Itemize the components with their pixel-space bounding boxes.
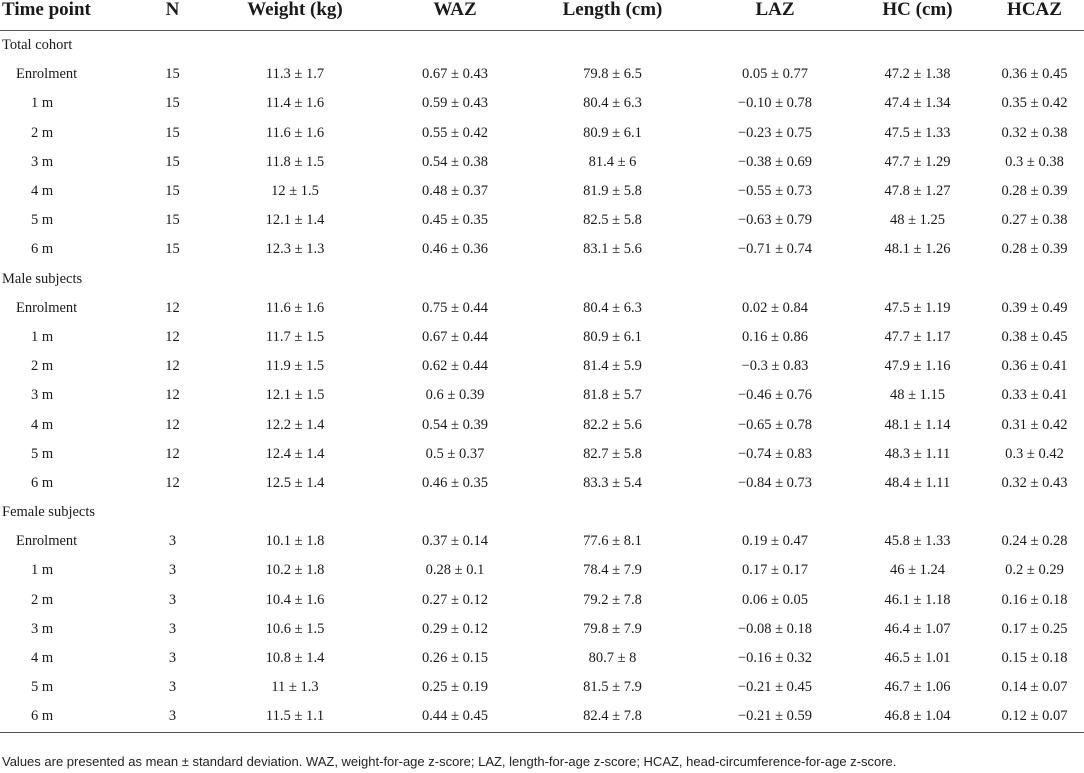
value-cell: 0.27 ± 0.12	[422, 591, 488, 608]
value-cell: 15	[165, 241, 180, 258]
value-cell: 0.29 ± 0.12	[422, 620, 488, 637]
value-cell: 12.4 ± 1.4	[265, 445, 325, 462]
value-cell: 0.17 ± 0.25	[1001, 620, 1068, 637]
value-cell: 0.28 ± 0.39	[1001, 241, 1068, 258]
value-cell: 0.46 ± 0.36	[422, 241, 488, 258]
table-row	[0, 556, 1084, 585]
value-cell: 81.8 ± 5.7	[583, 387, 642, 404]
value-cell: 0.26 ± 0.15	[422, 650, 488, 667]
value-cell: 0.14 ± 0.07	[1001, 679, 1068, 696]
value-cell: 46 ± 1.24	[889, 562, 946, 579]
table-row	[0, 381, 1084, 410]
value-cell: 3	[168, 679, 177, 696]
value-cell: 0.27 ± 0.38	[1001, 212, 1068, 229]
value-cell: 80.9 ± 6.1	[583, 124, 642, 141]
value-cell: 0.35 ± 0.42	[1001, 95, 1068, 112]
table-row	[0, 294, 1084, 323]
header-row	[0, 0, 1084, 31]
table-row	[0, 440, 1084, 469]
value-cell: 48.1 ± 1.26	[884, 241, 951, 258]
value-cell: 0.16 ± 0.18	[1001, 591, 1068, 608]
value-cell: 77.6 ± 8.1	[583, 533, 642, 550]
value-cell: 0.31 ± 0.42	[1001, 416, 1068, 433]
value-cell: 0.25 ± 0.19	[422, 679, 488, 696]
header-waz: WAZ	[385, 0, 525, 31]
value-cell: 82.5 ± 5.8	[583, 212, 642, 229]
table-row	[0, 60, 1084, 89]
group-title: Total cohort	[2, 37, 73, 54]
header-time-point: Time point	[0, 0, 140, 31]
value-cell: 0.05 ± 0.77	[742, 66, 808, 83]
table-row	[0, 673, 1084, 702]
value-cell: 0.36 ± 0.45	[1001, 66, 1068, 83]
time-point-cell: 3 m	[31, 387, 54, 404]
time-point-cell: 6 m	[0, 702, 140, 732]
value-cell: 3	[168, 533, 177, 550]
value-cell: 15	[165, 124, 180, 141]
value-cell: 15	[165, 183, 180, 200]
value-cell: 48.1 ± 1.14	[884, 416, 951, 433]
value-cell: 10.8 ± 1.4	[265, 650, 325, 667]
value-cell: 79.8 ± 6.5	[583, 66, 642, 83]
value-cell: 0.54 ± 0.38	[422, 153, 488, 170]
value-cell: −0.55 ± 0.73	[737, 183, 813, 200]
value-cell: 12.2 ± 1.4	[265, 416, 325, 433]
value-cell: −0.21 ± 0.45	[737, 679, 813, 696]
value-cell: 3	[168, 620, 177, 637]
value-cell: 12	[165, 328, 180, 345]
value-cell: 11.8 ± 1.5	[265, 153, 325, 170]
value-cell: −0.38 ± 0.69	[737, 153, 813, 170]
table-body	[0, 31, 1084, 733]
value-cell: 0.39 ± 0.49	[1001, 299, 1068, 316]
table-row	[0, 89, 1084, 118]
value-cell: 81.4 ± 6	[588, 153, 637, 170]
value-cell: 11.9 ± 1.5	[265, 358, 325, 375]
value-cell: 0.55 ± 0.42	[422, 124, 488, 141]
value-cell: −0.84 ± 0.73	[737, 474, 813, 491]
time-point-cell: 2 m	[31, 358, 54, 375]
value-cell: 0.24 ± 0.28	[1001, 533, 1068, 550]
time-point-cell: 1 m	[31, 95, 54, 112]
value-cell: 48 ± 1.25	[889, 212, 946, 229]
table-row	[0, 206, 1084, 235]
time-point-cell: 3 m	[31, 620, 54, 637]
header-length: Length (cm)	[525, 0, 700, 31]
value-cell: 45.8 ± 1.33	[884, 533, 951, 550]
value-cell: 0.32 ± 0.38	[1001, 124, 1068, 141]
group-title: Male subjects	[2, 270, 83, 287]
value-cell: 0.36 ± 0.41	[1001, 358, 1068, 375]
value-cell: 0.54 ± 0.39	[422, 416, 488, 433]
value-cell: 47.9 ± 1.16	[884, 358, 951, 375]
header-laz: LAZ	[700, 0, 850, 31]
value-cell: 0.12 ± 0.07	[985, 702, 1084, 732]
table-row	[0, 352, 1084, 381]
value-cell: 12	[165, 474, 180, 491]
value-cell: −0.63 ± 0.79	[737, 212, 813, 229]
value-cell: 0.3 ± 0.42	[1005, 445, 1064, 462]
value-cell: 83.1 ± 5.6	[583, 241, 642, 258]
value-cell: −0.16 ± 0.32	[737, 650, 813, 667]
value-cell: 11.4 ± 1.6	[265, 95, 325, 112]
table-footnote: Values are presented as mean ± standard deviation. WAZ, weight-for-age z-score; LAZ, length-for-age z-score; HCAZ, head-circumference-for-age z-score.	[2, 754, 897, 769]
value-cell: 12	[165, 416, 180, 433]
value-cell: 0.37 ± 0.14	[422, 533, 488, 550]
value-cell: 10.1 ± 1.8	[265, 533, 325, 550]
time-point-cell: Enrolment	[16, 66, 78, 83]
time-point-cell: 2 m	[31, 124, 54, 141]
value-cell: 46.1 ± 1.18	[884, 591, 951, 608]
time-point-cell: 1 m	[31, 328, 54, 345]
value-cell: 83.3 ± 5.4	[583, 474, 642, 491]
time-point-cell: 4 m	[31, 183, 54, 200]
value-cell: 46.4 ± 1.07	[884, 620, 951, 637]
value-cell: 12.3 ± 1.3	[265, 241, 325, 258]
time-point-cell: 2 m	[31, 591, 54, 608]
value-cell: 12 ± 1.5	[271, 183, 319, 200]
table-row	[0, 469, 1084, 498]
value-cell: 81.5 ± 7.9	[583, 679, 642, 696]
value-cell: 11 ± 1.3	[271, 679, 319, 696]
table-row	[0, 410, 1084, 439]
value-cell: 0.67 ± 0.43	[422, 66, 488, 83]
time-point-cell: 5 m	[31, 212, 54, 229]
value-cell: 80.4 ± 6.3	[583, 299, 642, 316]
value-cell: 3	[168, 650, 177, 667]
table-row	[0, 586, 1084, 615]
value-cell: 0.06 ± 0.05	[742, 591, 808, 608]
value-cell: 12	[165, 445, 180, 462]
value-cell: 10.6 ± 1.5	[265, 620, 325, 637]
value-cell: 0.59 ± 0.43	[422, 95, 488, 112]
table-row	[0, 615, 1084, 644]
value-cell: 80.4 ± 6.3	[583, 95, 642, 112]
value-cell: 0.75 ± 0.44	[422, 299, 488, 316]
value-cell: 0.32 ± 0.43	[1001, 474, 1068, 491]
value-cell: 48.4 ± 1.11	[884, 474, 951, 491]
value-cell: 47.8 ± 1.27	[884, 183, 951, 200]
value-cell: 0.16 ± 0.86	[742, 328, 808, 345]
time-point-cell: 1 m	[31, 562, 54, 579]
value-cell: 3	[140, 702, 205, 732]
table-row	[0, 119, 1084, 148]
value-cell: 3	[168, 562, 177, 579]
value-cell: 0.45 ± 0.35	[422, 212, 488, 229]
value-cell: 47.7 ± 1.29	[884, 153, 951, 170]
group-title: Female subjects	[2, 504, 96, 521]
value-cell: 12.1 ± 1.5	[265, 387, 325, 404]
value-cell: 81.4 ± 5.9	[583, 358, 642, 375]
value-cell: 80.7 ± 8	[588, 650, 637, 667]
value-cell: 0.28 ± 0.1	[425, 562, 485, 579]
time-point-cell: 5 m	[31, 679, 54, 696]
value-cell: 12	[165, 387, 180, 404]
value-cell: 0.5 ± 0.37	[425, 445, 485, 462]
time-point-cell: 6 m	[31, 241, 54, 258]
value-cell: 15	[165, 212, 180, 229]
value-cell: 0.38 ± 0.45	[1001, 328, 1068, 345]
time-point-cell: Enrolment	[16, 533, 78, 550]
value-cell: 46.8 ± 1.04	[850, 702, 985, 732]
value-cell: 0.33 ± 0.41	[1001, 387, 1068, 404]
value-cell: −0.71 ± 0.74	[737, 241, 813, 258]
table-row	[0, 235, 1084, 264]
value-cell: 79.8 ± 7.9	[583, 620, 642, 637]
time-point-cell: Enrolment	[16, 299, 78, 316]
value-cell: 3	[168, 591, 177, 608]
value-cell: 0.6 ± 0.39	[425, 387, 485, 404]
table-row	[0, 527, 1084, 556]
value-cell: 80.9 ± 6.1	[583, 328, 642, 345]
value-cell: 0.67 ± 0.44	[422, 328, 488, 345]
value-cell: −0.08 ± 0.18	[737, 620, 813, 637]
value-cell: 15	[165, 66, 180, 83]
value-cell: 11.5 ± 1.1	[205, 702, 385, 732]
value-cell: 47.4 ± 1.34	[884, 95, 951, 112]
value-cell: −0.46 ± 0.76	[737, 387, 813, 404]
value-cell: 48.3 ± 1.11	[884, 445, 951, 462]
value-cell: 11.7 ± 1.5	[265, 328, 325, 345]
header-hc: HC (cm)	[850, 0, 985, 31]
time-point-cell: 5 m	[31, 445, 54, 462]
value-cell: 10.2 ± 1.8	[265, 562, 325, 579]
group-row	[0, 498, 1084, 527]
value-cell: −0.74 ± 0.83	[737, 445, 813, 462]
value-cell: 0.44 ± 0.45	[385, 702, 525, 732]
value-cell: 12.1 ± 1.4	[265, 212, 325, 229]
value-cell: 15	[165, 95, 180, 112]
value-cell: 46.7 ± 1.06	[884, 679, 951, 696]
value-cell: 12.5 ± 1.4	[265, 474, 325, 491]
value-cell: 12	[165, 299, 180, 316]
value-cell: 11.3 ± 1.7	[265, 66, 325, 83]
value-cell: 0.28 ± 0.39	[1001, 183, 1068, 200]
value-cell: 0.19 ± 0.47	[742, 533, 808, 550]
value-cell: 78.4 ± 7.9	[583, 562, 642, 579]
value-cell: 46.5 ± 1.01	[884, 650, 951, 667]
table-row	[0, 644, 1084, 673]
table-row	[0, 702, 1084, 732]
value-cell: 15	[165, 153, 180, 170]
value-cell: 0.62 ± 0.44	[422, 358, 488, 375]
value-cell: 0.02 ± 0.84	[742, 299, 808, 316]
value-cell: 0.17 ± 0.17	[742, 562, 808, 579]
value-cell: 48 ± 1.15	[889, 387, 946, 404]
value-cell: 0.2 ± 0.29	[1005, 562, 1064, 579]
time-point-cell: 4 m	[31, 416, 54, 433]
group-row	[0, 31, 1084, 61]
value-cell: −0.65 ± 0.78	[737, 416, 813, 433]
header-weight: Weight (kg)	[205, 0, 385, 31]
table-row	[0, 177, 1084, 206]
value-cell: 0.15 ± 0.18	[1001, 650, 1068, 667]
value-cell: 47.5 ± 1.19	[884, 299, 951, 316]
group-row	[0, 265, 1084, 294]
time-point-cell: 3 m	[31, 153, 54, 170]
value-cell: 47.5 ± 1.33	[884, 124, 951, 141]
value-cell: 47.7 ± 1.17	[884, 328, 951, 345]
value-cell: 47.2 ± 1.38	[884, 66, 951, 83]
value-cell: 0.48 ± 0.37	[422, 183, 488, 200]
value-cell: 0.46 ± 0.35	[422, 474, 488, 491]
value-cell: 0.3 ± 0.38	[1005, 153, 1064, 170]
value-cell: 81.9 ± 5.8	[583, 183, 642, 200]
time-point-cell: 4 m	[31, 650, 54, 667]
value-cell: 11.6 ± 1.6	[265, 299, 325, 316]
value-cell: −0.21 ± 0.59	[700, 702, 850, 732]
value-cell: 11.6 ± 1.6	[265, 124, 325, 141]
value-cell: 12	[165, 358, 180, 375]
value-cell: 82.4 ± 7.8	[525, 702, 700, 732]
table-row	[0, 148, 1084, 177]
value-cell: 79.2 ± 7.8	[583, 591, 642, 608]
value-cell: −0.23 ± 0.75	[737, 124, 813, 141]
value-cell: 10.4 ± 1.6	[265, 591, 325, 608]
value-cell: −0.3 ± 0.83	[741, 358, 809, 375]
time-point-cell: 6 m	[31, 474, 54, 491]
table-row	[0, 323, 1084, 352]
header-hcaz: HCAZ	[985, 0, 1084, 31]
header-n: N	[140, 0, 205, 31]
value-cell: 82.2 ± 5.6	[583, 416, 642, 433]
value-cell: 82.7 ± 5.8	[583, 445, 642, 462]
value-cell: −0.10 ± 0.78	[737, 95, 813, 112]
